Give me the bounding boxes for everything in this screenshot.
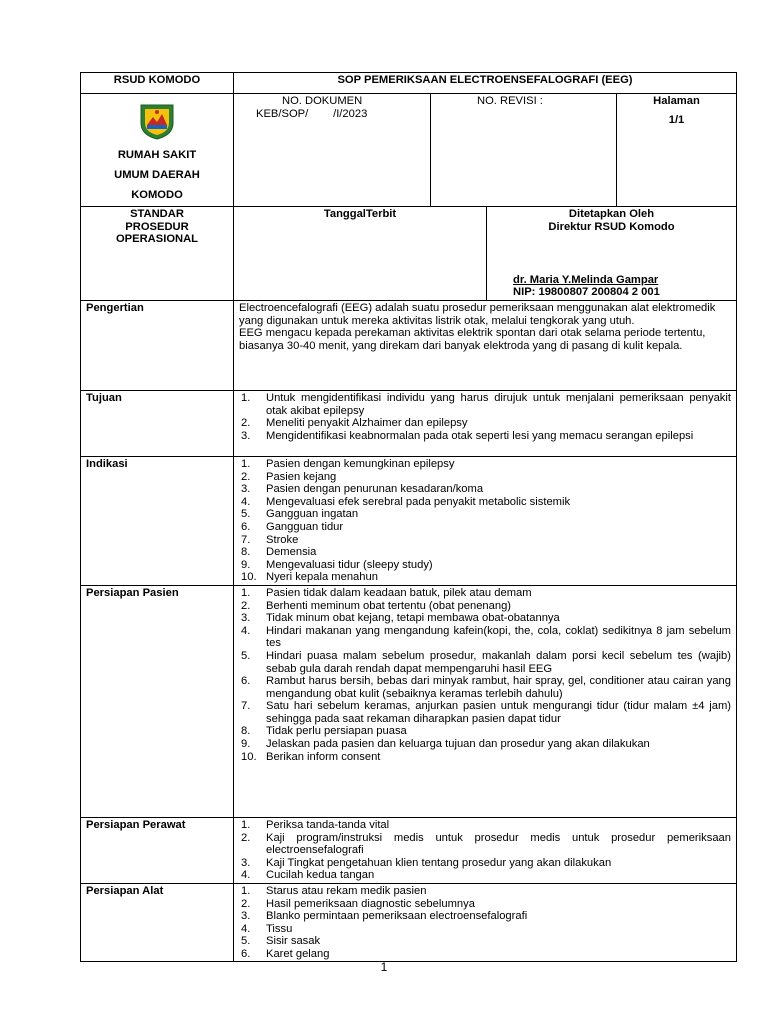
list-item-text: Pasien tidak dalam keadaan batuk, pilek atau demam [266,586,532,599]
list-item-number: 2. [241,470,251,483]
hospital-full-name-line-2: UMUM DAERAH [114,169,200,181]
list-item-number: 5. [241,649,251,662]
list-item-number: 4. [241,869,251,882]
page-value: 1/1 [668,113,685,126]
hospital-short-name: RSUD KOMODO [81,73,234,94]
list-item [239,675,731,700]
list-item [239,612,731,625]
list-item-number: 6. [241,675,251,688]
list-item-number: 7. [241,533,251,546]
list-item-number: 3. [241,856,251,869]
list-item-number: 7. [241,700,251,713]
list-item-number: 3. [241,429,251,442]
section-label-persiapan-perawat: Persiapan Perawat [81,817,234,883]
list-item [239,471,731,484]
hospital-full-name-line-3: KOMODO [131,189,183,201]
section-label-persiapan-alat: Persiapan Alat [81,883,234,962]
page-info-cell [617,94,737,207]
list-item-number: 1. [241,818,251,831]
list-item-text: Hindari puasa malam sebelum prosedur, makanlah dalam porsi kecil sebelum tes (wajib) sebab gula darah rendah dapat mempengaruhi hasil EEG [266,649,731,675]
document-number-cell [234,94,431,207]
list-item [239,832,731,857]
document-number-label: NO. DOKUMEN [282,95,363,107]
list-item [239,650,731,675]
list-item-number: 8. [241,546,251,559]
section-content-persiapan-pasien [234,585,737,817]
list-item-number: 10. [241,750,257,763]
list-item [239,559,731,572]
list-item-number: 9. [241,558,251,571]
list-item-number: 5. [241,935,251,948]
persiapan-perawat-list [239,819,731,882]
list-item [239,430,731,443]
persiapan-alat-list [239,885,731,961]
sop-table [80,72,737,962]
list-item-text: Starus atau rekam medik pasien [266,884,427,897]
sop-label-cell [81,207,234,301]
signatory-nip: NIP: 19800807 200804 2 001 [513,286,660,299]
issue-date-cell [234,207,487,301]
list-item-text: Satu hari sebelum keramas, anjurkan pasien untuk mengurangi tidur (tidur malam ±4 jam) sehingga pada saat rekaman diharapkan pasien dapat tidur [266,700,731,725]
list-item [239,600,731,613]
list-item [239,898,731,911]
definition-paragraph-1: Electroencefalografi (EEG) adalah suatu prosedur pemeriksaan menggunakan alat elektromedik yang digunakan untuk mereka aktivitas listrik otak, melalui tengkorak yang utuh. [239,302,716,327]
section-content-pengertian [234,301,737,391]
sop-label-line-1: STANDAR [130,208,184,220]
tujuan-list [239,392,731,442]
indikasi-list [239,458,731,584]
section-content-tujuan [234,391,737,457]
list-item-text: Karet gelang [266,947,330,960]
section-label-tujuan: Tujuan [81,391,234,457]
list-item-text: Berikan inform consent [266,750,381,763]
list-item [239,458,731,471]
list-item-number: 2. [241,897,251,910]
list-item-text: Sisir sasak [266,935,321,948]
list-item-text: Tidak minum obat kejang, tetapi membawa obat-obatannya [266,612,560,625]
revision-cell [431,94,617,207]
list-item-number: 6. [241,520,251,533]
list-item [239,869,731,882]
list-item [239,417,731,430]
list-item [239,571,731,584]
list-item-text: Kaji program/instruksi medis untuk prosedur medis untuk prosedur pemeriksaan electroensefalografi [266,831,731,857]
list-item-number: 2. [241,599,251,612]
list-item-text: Mengidentifikasi keabnormalan pada otak seperti lesi yang memacu serangan epilepsi [266,429,694,442]
section-content-indikasi [234,457,737,586]
page-label: Halaman [653,95,700,107]
list-item-text: Tidak perlu persiapan puasa [266,725,407,738]
list-item-number: 10. [241,571,257,584]
list-item [239,910,731,923]
hospital-logo-icon [137,101,177,141]
approved-by-title: Direktur RSUD Komodo [548,220,675,233]
list-item [239,587,731,600]
list-item-text: Hasil pemeriksaan diagnostic sebelumnya [266,897,475,910]
list-item-number: 2. [241,831,251,844]
list-item-text: Untuk mengidentifikasi individu yang harus dirujuk untuk menjalani pemeriksaan penyakit otak akibat epilepsy [266,392,731,417]
approved-by-label: Ditetapkan Oleh [568,208,655,220]
page-number: 1 [380,960,388,974]
list-item-text: Gangguan ingatan [266,508,359,521]
hospital-full-name-line-1: RUMAH SAKIT [117,149,197,161]
issue-date-label: TanggalTerbit [323,208,397,220]
list-item-text: Blanko permintaan pemeriksaan electroensefalografi [266,910,528,923]
list-item [239,534,731,547]
list-item-text: Tissu [266,922,293,935]
list-item-text: Gangguan tidur [266,520,344,533]
list-item-text: Demensia [266,546,317,559]
list-item-text: Hindari makanan yang mengandung kafein(kopi, the, cola, coklat) sedikitnya 8 jam sebelum tes [266,624,731,650]
list-item-text: Pasien dengan kemungkinan epilepsy [266,458,455,470]
sop-label-line-3: OPERASIONAL [115,233,199,246]
list-item-text: Mengevaluasi efek serebral pada penyakit metabolic sistemik [266,495,571,508]
list-item-number: 4. [241,624,251,637]
list-item-number: 3. [241,483,251,496]
list-item-number: 2. [241,417,251,430]
definition-paragraph-2: EEG mengacu kepada perekaman aktivitas elektrik spontan dari otak selama periode tertentu, biasanya 30-40 menit, yang direkam dari banyak elektroda yang di pasang di kulit kepala. [239,327,706,352]
approval-cell [487,207,737,301]
sop-label-line-2: PROSEDUR [125,220,189,233]
list-item-number: 1. [241,458,251,470]
persiapan-pasien-list [239,587,731,763]
list-item-text: Pasien kejang [266,470,337,483]
list-item [239,521,731,534]
list-item [239,857,731,870]
list-item [239,935,731,948]
list-item-text: Mengevaluasi tidur (sleepy study) [266,558,433,571]
list-item [239,546,731,559]
section-content-persiapan-perawat [234,817,737,883]
list-item-text: Pasien dengan penurunan kesadaran/koma [266,483,484,496]
list-item-number: 8. [241,725,251,738]
list-item-number: 3. [241,612,251,625]
list-item [239,700,731,725]
document-title: SOP PEMERIKSAAN ELECTROENSEFALOGRAFI (EEG) [234,73,737,94]
list-item-number: 1. [241,884,251,897]
signatory-name: dr. Maria Y.Melinda Gampar [513,273,659,286]
list-item [239,483,731,496]
list-item-number: 6. [241,947,251,960]
list-item [239,496,731,509]
list-item-number: 4. [241,922,251,935]
section-label-persiapan-pasien: Persiapan Pasien [81,585,234,817]
list-item-text: Stroke [266,533,299,546]
list-item-text: Berhenti meminum obat tertentu (obat penenang) [266,599,512,612]
list-item [239,819,731,832]
list-item [239,751,731,764]
list-item-number: 5. [241,508,251,521]
list-item-number: 4. [241,495,251,508]
section-label-indikasi: Indikasi [81,457,234,586]
list-item-text: Rambut harus bersih, bebas dari minyak rambut, hair spray, gel, conditioner atau cairan yang mengandung obat kulit (sebaiknya keramas terlebih dahulu) [266,675,731,700]
list-item-number: 1. [241,586,251,599]
list-item [239,923,731,936]
revision-label: NO. REVISI : [477,95,543,107]
list-item-text: Periksa tanda-tanda vital [266,818,390,831]
list-item-number: 9. [241,738,251,751]
section-label-pengertian: Pengertian [81,301,234,391]
list-item [239,508,731,521]
document-number-value: KEB/SOP/ /I/2023 [256,107,368,120]
list-item-text: Jelaskan pada pasien dan keluarga tujuan dan prosedur yang akan dilakukan [266,738,650,751]
list-item-text: Meneliti penyakit Alzhaimer dan epilepsy [266,417,468,430]
list-item [239,885,731,898]
list-item-number: 1. [241,392,251,404]
list-item-text: Kaji Tingkat pengetahuan klien tentang prosedur yang akan dilakukan [266,856,612,869]
list-item [239,738,731,751]
list-item-text: Cucilah kedua tangan [266,869,375,882]
list-item [239,392,731,417]
list-item [239,948,731,961]
list-item [239,725,731,738]
section-content-persiapan-alat [234,883,737,962]
list-item-text: Nyeri kepala menahun [266,571,378,584]
list-item [239,625,731,650]
hospital-identity [81,94,234,207]
list-item-number: 3. [241,910,251,923]
